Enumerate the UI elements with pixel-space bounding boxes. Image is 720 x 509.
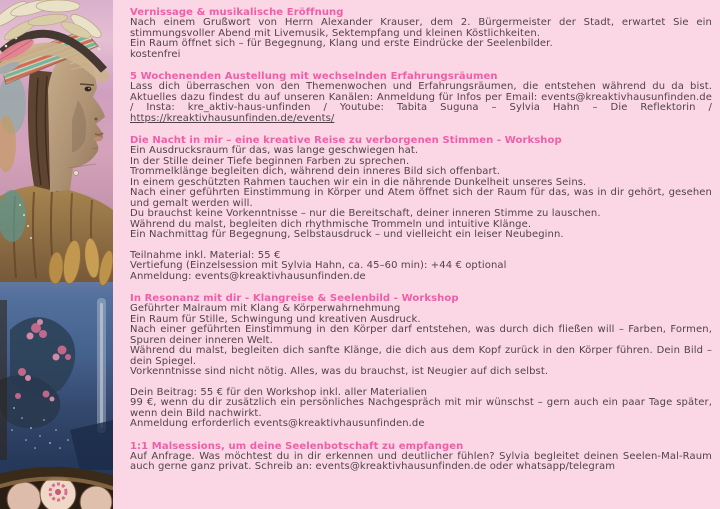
body-text: Ein Raum für Stille, Schwingung und kreativen Ausdruck. [130,313,421,325]
price-line: Dein Beitrag: 55 € für den Workshop inkl. aller Materialien [130,386,428,398]
body-text: Während du malst, begleiten dich sanfte Klänge, die dich aus dem Kopf zurück in den Körper führen. Dein Bild – dein Spiegel. [130,345,712,367]
eye [85,87,92,92]
price-line: 99 €, wenn du dir zusätzlich ein persönliches Nachgespräch mit mir wünschst – gern auch ein paar Tage später, wenn dein Bild nachwirkt. [130,397,712,419]
price-note: kostenfrei [130,48,181,60]
body-text: Nach einer geführten Einstimmung in den Körper darf entstehen, was durch dich fließen will – Farben, Formen, Spuren deiner inneren Welt. [130,324,712,346]
body-text: Während du malst, begleiten dich rhythmische Trommeln und intuitive Klänge. [130,218,532,230]
body-text: Vorkenntnisse sind nicht nötig. Alles, was du brauchst, ist Neugier auf dich selbst. [130,366,549,377]
body-text: Ein Nachmittag für Begegnung, Selbstausdruck – und vielleicht ein leiser Neubeginn. [130,229,564,240]
seelenbild-painting [0,0,113,509]
body-text: In einem geschützten Rahmen tauchen wir ein in die nährende Dunkelheit unseres Seins. [130,176,587,188]
body-text: Ein Ausdrucksraum für das, was lange geschwiegen hat. [130,145,419,156]
pricing-block [130,388,712,430]
nostril [95,118,98,121]
section-nacht-workshop [130,135,712,282]
section-heading: 5 Wochenenden Austellung mit wechselnden Erfahrungsräumen [130,71,498,82]
body-text: In der Stille deiner Tiefe beginnen Farben zu sprechen. [130,155,410,167]
section-heading: 1:1 Malsessions, um deine Seelenbotschaft zu empfangen [130,440,464,452]
price-line: Vertiefung (Einzelsession mit Sylvia Hahn, ca. 45–60 min): +44 € optional [130,260,507,271]
section-heading: Vernissage & musikalische Eröffnung [130,7,344,18]
body-text: Du brauchst keine Vorkenntnisse – nur die Bereitschaft, deiner inneren Stimme zu lauschen. [130,208,601,219]
body-text: Nach einem Grußwort von Herrn Alexander Krauser, dem 2. Bürgermeister der Stadt, erwartet Sie ein stimmungsvoller Abend mit Livemusik, Sektempfang und kleinen Köstlichkeiten. [130,17,712,39]
section-resonanz-workshop [130,293,712,430]
body-text [130,82,712,124]
channels-text: Lass dich überraschen von den Themenwochen und Erfahrungsräumen, die entstehen während du da bist. Aktuelles dazu findest du auf unseren Kanälen: Anmeldung für Infos per Email: events@kreaktivhausunfinden.de / Insta: kre_aktiv-haus-unfinden / Youtube: Tabita Suguna – Sylvia Hahn – Die Reflektorin / [130,81,712,113]
body-text: Ein Raum öffnet sich – für Begegnung, Klang und erste Eindrücke der Seelenbilder. [130,38,553,49]
events-page-link[interactable]: https://kreaktivhausunfinden.de/events/ [130,112,335,124]
registration-line: Anmeldung erforderlich events@kreaktivhausunfinden.de [130,418,425,429]
section-ausstellung [130,71,712,124]
section-heading: In Resonanz mit dir - Klangreise & Seelenbild - Workshop [130,293,459,304]
event-program [130,7,712,484]
section-malsessions [130,441,712,473]
pricing-block [130,251,712,283]
section-heading: Die Nacht in mir – eine kreative Reise zu verborgenen Stimmen - Workshop [130,135,562,146]
eyebrow [80,84,94,85]
body-text: Nach einer geführten Einstimmung in Körper und Atem öffnet sich der Raum für das, was in dir gehört, gesehen und gemalt werden will. [130,187,712,209]
stone-nest [0,467,113,509]
painting-canvas [0,0,113,509]
neck-bead [74,171,79,176]
body-text: Trommelklänge begleiten dich, während dein inneres Bild sich offenbart. [130,166,501,177]
section-vernissage [130,7,712,60]
body-text: Geführter Malraum mit Klang & Körperwahrnehmung [130,303,401,314]
body-text: Auf Anfrage. Was möchtest du in dir erkennen und deutlicher fühlen? Sylvia begleitet deinen Seelen-Mal-Raum auch gerne ganz privat. Schreib an: events@kreaktivhausunfinden.de oder whatsapp/telegram [130,450,712,472]
registration-line: Anmeldung: events@kreaktivhausunfinden.de [130,270,366,282]
price-line: Teilnahme inkl. Material: 55 € [130,249,281,261]
